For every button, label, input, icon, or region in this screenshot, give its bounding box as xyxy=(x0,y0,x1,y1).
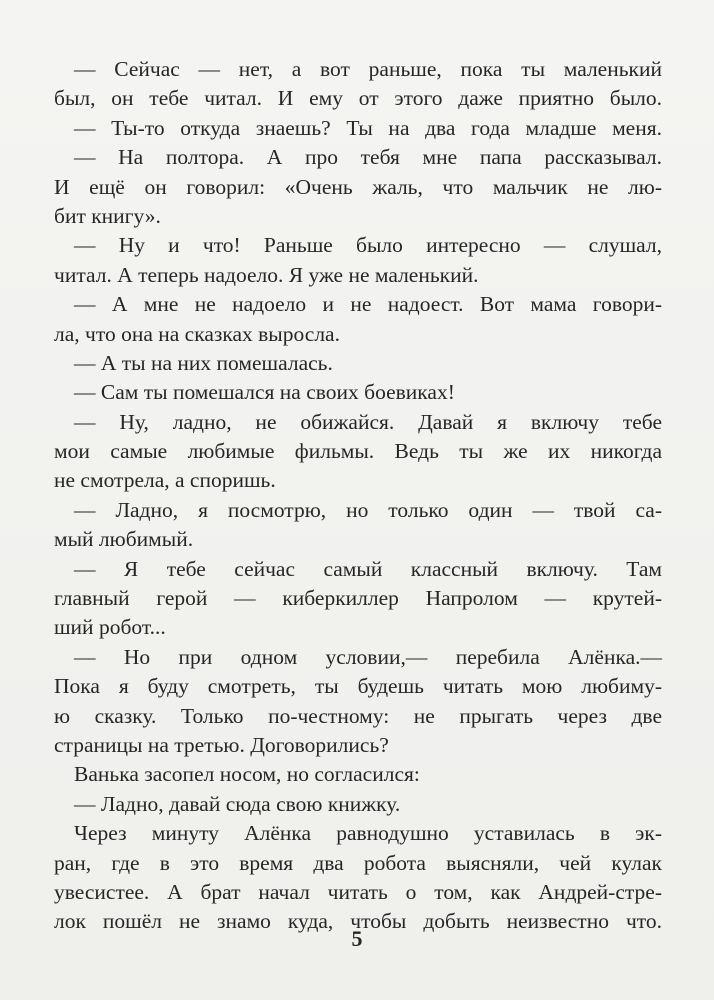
text-line: страницы на третью. Договорились? xyxy=(54,732,389,757)
text-line: — Но при одном условии,— перебила Алёнка.— xyxy=(74,644,662,669)
text-line: — Ты-то откуда знаешь? Ты на два года младше меня. xyxy=(74,115,662,140)
text-line: — Сейчас — нет, а вот раньше, пока ты маленький xyxy=(74,57,662,81)
text-line: — А мне не надоело и не надоест. Вот мама говори- xyxy=(74,292,662,317)
text-line: бит книгу». xyxy=(54,203,161,228)
text-line: не смотрела, а споришь. xyxy=(54,468,276,493)
text-line: — А ты на них помешалась. xyxy=(74,350,333,375)
text-line: главный герой — киберкиллер Напролом — крутей- xyxy=(54,586,662,611)
text-line: Ванька засопел носом, но согласился: xyxy=(74,762,420,787)
text-line: читал. А теперь надоело. Я уже не маленький. xyxy=(54,262,479,287)
text-line: — Ну, ладно, не обижайся. Давай я включу тебе xyxy=(74,409,662,434)
text-line: — Сам ты помешался на своих боевиках! xyxy=(74,380,455,405)
text-line: мый любимый. xyxy=(54,527,194,552)
text-line: И ещё он говорил: «Очень жаль, что мальчик не лю- xyxy=(54,174,662,199)
story-text xyxy=(54,55,662,937)
text-line: ла, что она на сказках выросла. xyxy=(54,321,340,346)
text-line: лок пошёл не знамо куда, чтобы добыть неизвестно что. xyxy=(54,909,662,934)
page-number: 5 xyxy=(351,926,363,951)
text-line: ю сказку. Только по-честному: не прыгать через две xyxy=(54,703,662,728)
text-line: Через минуту Алёнка равнодушно уставилась в эк- xyxy=(74,821,662,846)
text-line: ран, где в это время два робота выясняли, чей кулак xyxy=(54,850,662,875)
text-line: — Я тебе сейчас самый классный включу. Там xyxy=(74,556,662,581)
text-line: — Ладно, давай сюда свою книжку. xyxy=(74,791,401,816)
text-line: — Ну и что! Раньше было интересно — слушал, xyxy=(74,233,662,258)
text-line: ший робот... xyxy=(54,615,166,640)
text-line: мои самые любимые фильмы. Ведь ты же их никогда xyxy=(54,439,662,464)
text-line: — На полтора. А про тебя мне папа рассказывал. xyxy=(74,145,662,170)
text-line: — Ладно, я посмотрю, но только один — твой са- xyxy=(74,497,662,522)
text-line: увесистее. А брат начал читать о том, как Андрей-стре- xyxy=(54,879,662,904)
text-line: был, он тебе читал. И ему от этого даже приятно было. xyxy=(54,86,662,111)
text-line: Пока я буду смотреть, ты будешь читать мою любиму- xyxy=(54,674,662,699)
